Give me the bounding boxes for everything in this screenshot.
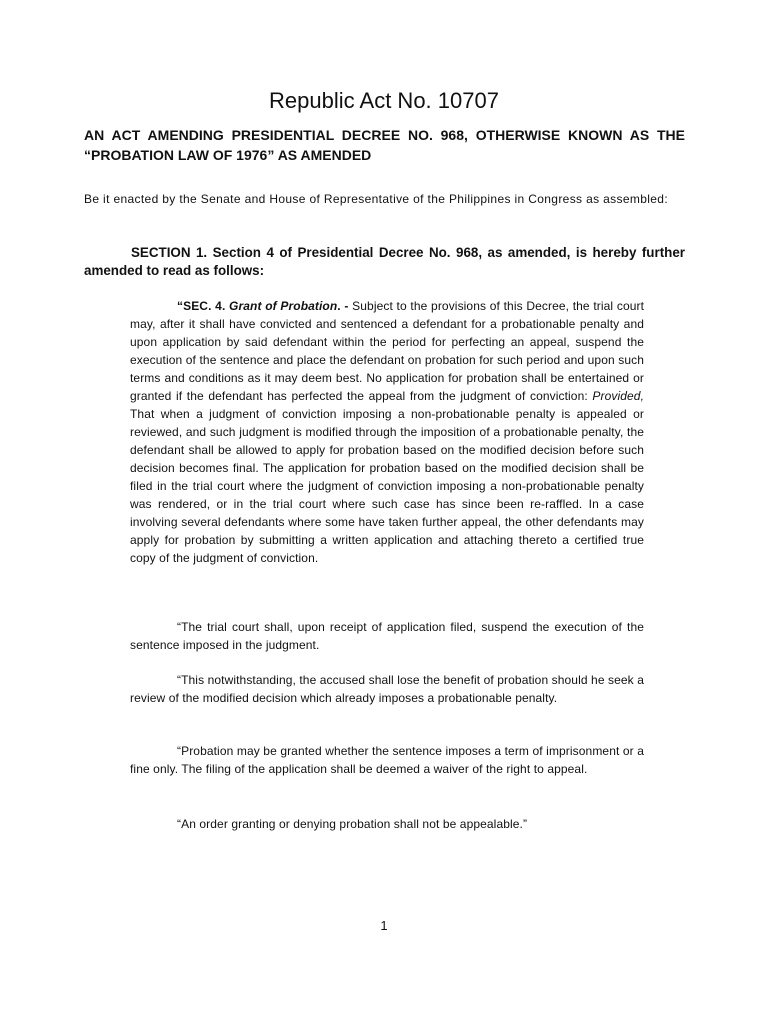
- trial-court-paragraph: “The trial court shall, upon receipt of application filed, suspend the execution of the sentence imposed in the judgment.: [130, 620, 644, 652]
- section-1-heading: SECTION 1. Section 4 of Presidential Decree No. 968, as amended, is hereby further amended to read as follows:: [84, 245, 685, 278]
- provided-keyword: Provided,: [592, 389, 645, 403]
- enacting-clause: Be it enacted by the Senate and House of Representative of the Philippines in Congress as assembled:: [84, 192, 669, 206]
- notwithstanding-paragraph: “This notwithstanding, the accused shall lose the benefit of probation should he seek a review of the modified decision which already imposes a probationable penalty.: [130, 673, 644, 705]
- order-not-appealable-paragraph: “An order granting or denying probation shall not be appealable.”: [177, 817, 528, 831]
- probation-granted-paragraph: “Probation may be granted whether the sentence imposes a term of imprisonment or a fine only. The filing of the application shall be deemed a waiver of the right to appeal.: [130, 744, 644, 776]
- document-title: Republic Act No. 10707: [269, 88, 499, 113]
- sec-4-text-part1: Subject to the provisions of this Decree, the trial court may, after it shall have convicted and sentenced a defendant for a probationable penalty and upon application by said defendant within the period for perfecting an appeal, suspend the execution of the sentence and place the defendant on probation for such period and upon such terms and conditions as it may deem best. No application for probation shall be entertained or granted if the defendant has perfected the appeal from the judgment of conviction:: [130, 299, 645, 403]
- page-number: 1: [380, 918, 388, 933]
- sec-4-paragraph: [130, 297, 644, 567]
- sec-4-label: “SEC. 4.: [177, 299, 226, 313]
- act-subtitle: AN ACT AMENDING PRESIDENTIAL DECREE NO. 968, OTHERWISE KNOWN AS THE “PROBATION LAW OF 1976” AS AMENDED: [84, 127, 685, 163]
- sec-4-dash: . -: [337, 299, 349, 313]
- sec-4-heading: Grant of Probation: [229, 299, 338, 313]
- sec-4-text-part2: That when a judgment of conviction imposing a non-probationable penalty is appealed or reviewed, and such judgment is modified through the imposition of a probationable penalty, the defendant shall be allowed to apply for probation based on the modified decision before such decision becomes final. The application for probation based on the modified decision shall be filed in the trial court where the judgment of conviction imposing a non-probationable penalty was rendered, or in the trial court where such case has since been re-raffled. In a case involving several defendants where some have taken further appeal, the other defendants may apply for probation by submitting a written application and attaching thereto a certified true copy of the judgment of conviction.: [130, 407, 644, 565]
